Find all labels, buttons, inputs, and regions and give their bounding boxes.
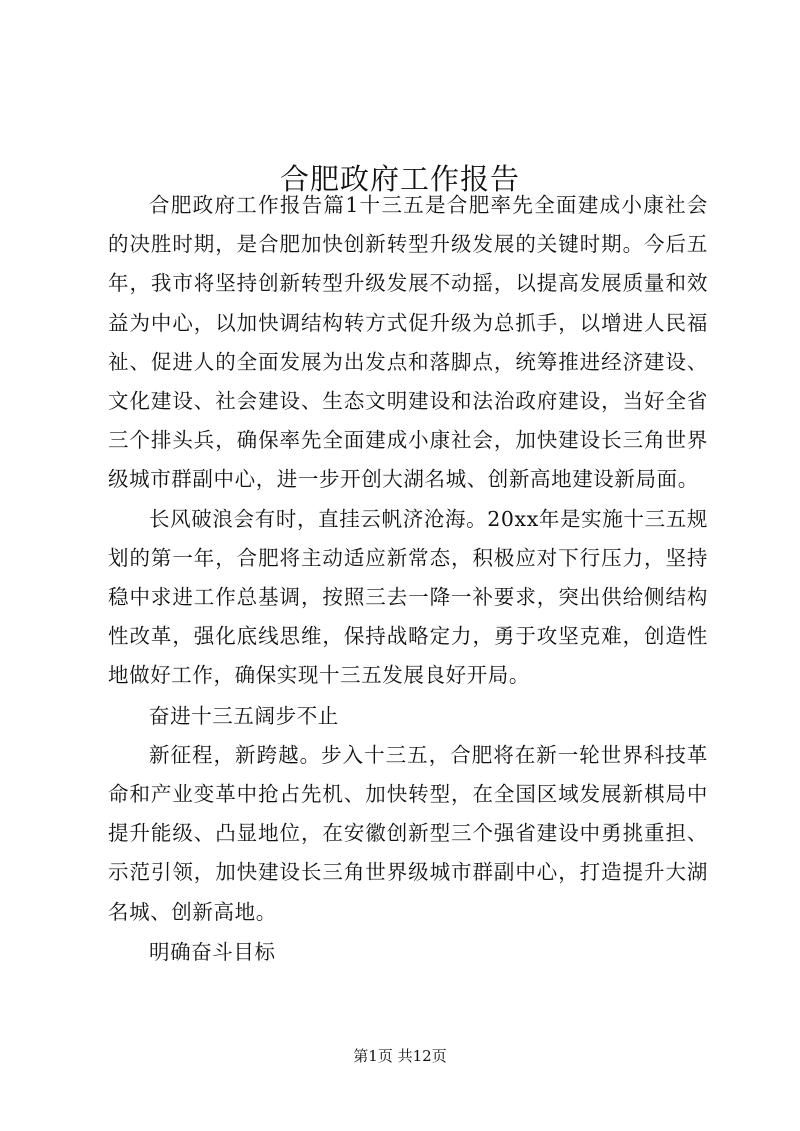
paragraph-new-journey: 新征程，新跨越。步入十三五，合肥将在新一轮世界科技革命和产业变革中抢占先机、加快转型，在全国区域发展新棋局中提升能级、凸显地位，在安徽创新型三个强省建设中勇挑重担、示范引领，加快建设长三角世界级城市群副中心，打造提升大湖名城、创新高地。: [108, 742, 708, 924]
page-title: 合肥政府工作报告: [279, 162, 520, 197]
section-heading-progress: 奋进十三五阔步不止: [149, 703, 339, 728]
section-heading-goals: 明确奋斗目标: [149, 939, 276, 964]
paragraph-intro: 合肥政府工作报告篇1十三五是合肥率先全面建成小康社会的决胜时期，是合肥加快创新转型升级发展的关键时期。今后五年，我市将坚持创新转型升级发展不动摇，以提高发展质量和效益为中心，以加快调结构转方式促升级为总抓手，以增进人民福祉、促进人的全面发展为出发点和落脚点，统筹推进经济建设、文化建设、社会建设、生态文明建设和法治政府建设，当好全省三个排头兵，确保率先全面建成小康社会，加快建设长三角世界级城市群副中心，进一步开创大湖名城、创新高地建设新局面。: [108, 193, 708, 492]
document-body: [108, 186, 708, 972]
page-footer: 第1页 共12页: [353, 1047, 447, 1065]
paragraph-new-year-plan: 长风破浪会有时，直挂云帆济沧海。20xx年是实施十三五规划的第一年，合肥将主动适应新常态，积极应对下行压力，坚持稳中求进工作总基调，按照三去一降一补要求，突出供给侧结构性改革，强化底线思维，保持战略定力，勇于攻坚克难，创造性地做好工作，确保实现十三五发展良好开局。: [108, 506, 708, 688]
